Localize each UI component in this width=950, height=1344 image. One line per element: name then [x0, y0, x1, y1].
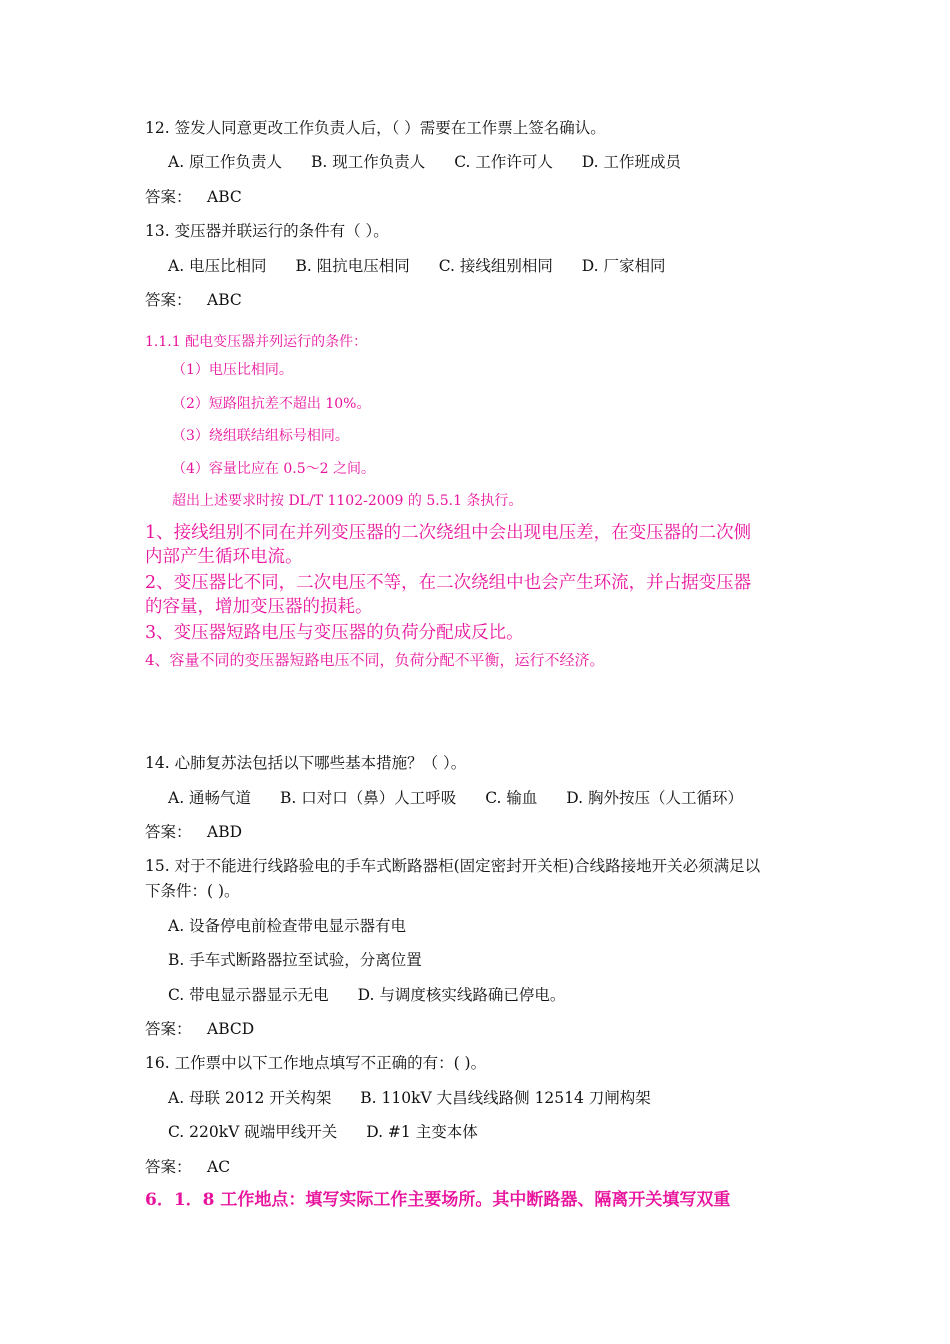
- answer-label: 答案：: [145, 291, 192, 309]
- answer-value: ABC: [207, 188, 242, 206]
- q12-options: [168, 152, 681, 172]
- note2-p2b: 的容量，增加变压器的损耗。: [145, 597, 373, 617]
- note3-text: 6．1．8 工作地点：填写实际工作主要场所。其中断路器、隔离开关填写双重: [145, 1190, 731, 1210]
- q13-option-d: D. 厂家相同: [581, 257, 666, 275]
- q15-option-a: A. 设备停电前检查带电显示器有电: [168, 917, 407, 935]
- answer-label: 答案：: [145, 188, 192, 206]
- q16-options-cd: [168, 1122, 478, 1142]
- note1-item-3: （3）绕组联结组标号相同。: [172, 428, 349, 444]
- q16-question: 16. 工作票中以下工作地点填写不正确的有：( )。: [145, 1054, 487, 1072]
- q16-options-ab: [168, 1088, 651, 1108]
- answer-value: ABD: [207, 823, 243, 841]
- note2-p3: 3、变压器短路电压与变压器的负荷分配成反比。: [145, 623, 524, 643]
- q15-option-b: B. 手车式断路器拉至试验，分离位置: [168, 951, 422, 969]
- q16-option-b: B. 110kV 大昌线线路侧 12514 刀闸构架: [360, 1089, 651, 1107]
- q15-question-line1: 15. 对于不能进行线路验电的手车式断路器柜(固定密封开关柜)合线路接地开关必须满足以: [145, 857, 761, 875]
- q15-options-cd: [168, 985, 565, 1005]
- note1-heading: 1.1.1 配电变压器并列运行的条件：: [145, 334, 368, 350]
- note2-p1b: 内部产生循环电流。: [145, 547, 303, 567]
- answer-label: 答案：: [145, 1020, 192, 1038]
- q12-option-c: C. 工作许可人: [454, 153, 553, 171]
- q12-answer: [145, 187, 242, 207]
- q13-option-a: A. 电压比相同: [168, 257, 267, 275]
- q12-option-d: D. 工作班成员: [581, 153, 682, 171]
- q16-option-c: C. 220kV 砚端甲线开关: [168, 1123, 338, 1141]
- q16-option-d: D. #1 主变本体: [366, 1123, 478, 1141]
- q15-question-line2: 下条件：( )。: [145, 882, 240, 900]
- note2-p4: 4、容量不同的变压器短路电压不同，负荷分配不平衡，运行不经济。: [145, 651, 605, 669]
- note2-p2a: 2、变压器比不同，二次电压不等，在二次绕组中也会产生环流，并占据变压器: [145, 573, 752, 593]
- note1-item-2: （2）短路阻抗差不超出 10%。: [172, 396, 371, 412]
- answer-label: 答案：: [145, 823, 192, 841]
- note1-tail: 超出上述要求时按 DL/T 1102-2009 的 5.5.1 条执行。: [172, 493, 523, 509]
- q12-question: 12. 签发人同意更改工作负责人后，（ ）需要在工作票上签名确认。: [145, 119, 606, 137]
- q12-option-b: B. 现工作负责人: [311, 153, 426, 171]
- q12-option-a: A. 原工作负责人: [168, 153, 283, 171]
- q14-option-b: B. 口对口（鼻）人工呼吸: [280, 789, 457, 807]
- note1-item-4: （4）容量比应在 0.5～2 之间。: [172, 461, 375, 477]
- q14-option-c: C. 输血: [485, 789, 538, 807]
- q13-question: 13. 变压器并联运行的条件有（ ）。: [145, 222, 389, 240]
- answer-value: AC: [207, 1158, 231, 1176]
- q13-answer: [145, 290, 242, 310]
- q14-options: [168, 788, 743, 808]
- q13-option-c: C. 接线组别相同: [438, 257, 553, 275]
- q15-option-d: D. 与调度核实线路确已停电。: [357, 986, 566, 1004]
- q14-question: 14. 心肺复苏法包括以下哪些基本措施？（ ）。: [145, 754, 467, 772]
- q15-answer: [145, 1019, 254, 1039]
- q13-options: [168, 256, 666, 276]
- answer-value: ABC: [207, 291, 242, 309]
- q15-option-c: C. 带电显示器显示无电: [168, 986, 329, 1004]
- q14-option-d: D. 胸外按压（人工循环）: [566, 789, 744, 807]
- q14-option-a: A. 通畅气道: [168, 789, 252, 807]
- note2-p1a: 1、接线组别不同在并列变压器的二次绕组中会出现电压差，在变压器的二次侧: [145, 523, 752, 543]
- answer-label: 答案：: [145, 1158, 192, 1176]
- q16-option-a: A. 母联 2012 开关构架: [168, 1089, 332, 1107]
- q13-option-b: B. 阻抗电压相同: [295, 257, 410, 275]
- q14-answer: [145, 822, 242, 842]
- q16-answer: [145, 1157, 230, 1177]
- note1-item-1: （1）电压比相同。: [172, 362, 293, 378]
- answer-value: ABCD: [207, 1020, 255, 1038]
